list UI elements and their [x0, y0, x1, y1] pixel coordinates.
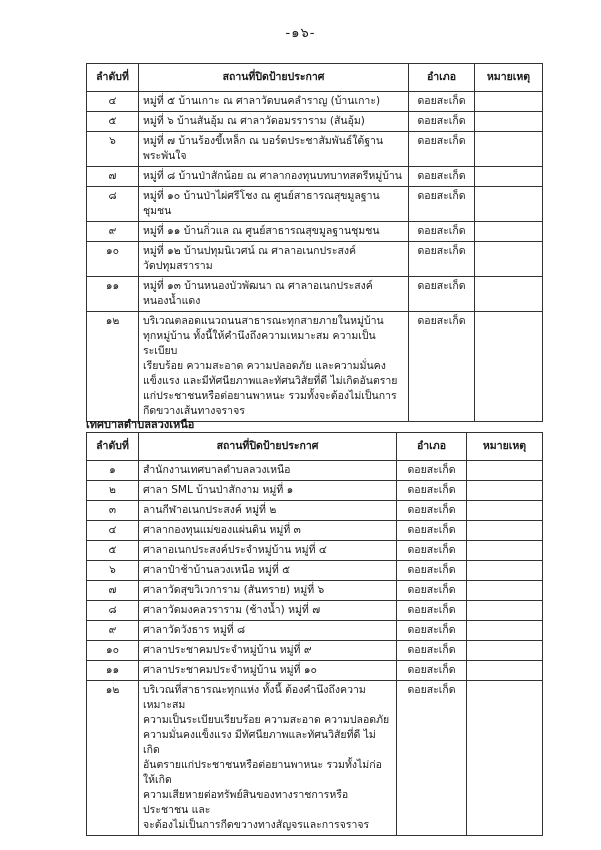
row-place: หมู่ที่ ๑๑ บ้านกิ่วแล ณ ศูนย์สาธารณสุขมูลฐานชุมชน — [139, 222, 409, 242]
row-district: ดอยสะเก็ด — [397, 681, 467, 836]
table-row — [87, 581, 543, 601]
row-district: ดอยสะเก็ด — [409, 312, 475, 422]
table-row — [87, 187, 543, 222]
table-row — [87, 641, 543, 661]
row-place: ลานกีฬาอเนกประสงค์ หมู่ที่ ๒ — [139, 501, 397, 521]
row-district: ดอยสะเก็ด — [409, 187, 475, 222]
row-place: หมู่ที่ ๘ บ้านป่าสักน้อย ณ ศาลากองทุนบทบาทสตรีหมู่บ้าน — [139, 167, 409, 187]
row-number: ๗ — [87, 581, 139, 601]
row-place: หมู่ที่ ๑๓ บ้านหนองบัวพัฒนา ณ ศาลาอเนกประสงค์ หนองน้ำแดง — [139, 277, 409, 312]
row-number: ๕ — [87, 112, 139, 132]
row-number: ๘ — [87, 601, 139, 621]
row-district: ดอยสะเก็ด — [397, 541, 467, 561]
row-remark — [475, 132, 543, 167]
row-remark — [475, 277, 543, 312]
row-district: ดอยสะเก็ด — [409, 277, 475, 312]
row-remark — [475, 242, 543, 277]
table-row — [87, 681, 543, 836]
header-place: สถานที่ปิดป้ายประกาศ — [139, 64, 409, 92]
row-place: ศาลาวัดวังธาร หมู่ที่ ๘ — [139, 621, 397, 641]
row-remark — [475, 222, 543, 242]
row-number: ๑๒ — [87, 681, 139, 836]
table-row — [87, 621, 543, 641]
row-remark — [467, 621, 543, 641]
row-place: ศาลา SML บ้านป่าสักงาม หมู่ที่ ๑ — [139, 481, 397, 501]
row-place: หมู่ที่ ๕ บ้านเกาะ ณ ศาลาวัดบนคลำราญ (บ้านเกาะ) — [139, 92, 409, 112]
table-header-row — [87, 64, 543, 92]
posting-locations-table-1 — [86, 63, 543, 422]
row-place: ศาลาวัดสุขวิเวการาม (สันทราย) หมู่ที่ ๖ — [139, 581, 397, 601]
row-number: ๑๐ — [87, 641, 139, 661]
row-number: ๓ — [87, 501, 139, 521]
row-place: ศาลากองทุนแม่ของแผ่นดิน หมู่ที่ ๓ — [139, 521, 397, 541]
row-number: ๔ — [87, 521, 139, 541]
row-remark — [467, 641, 543, 661]
table-row — [87, 541, 543, 561]
table-2-body — [87, 461, 543, 836]
section-title-luang-nuea: เทศบาลตำบลลวงเหนือ — [86, 418, 195, 431]
table-row — [87, 112, 543, 132]
row-place: ศาลาประชาคมประจำหมู่บ้าน หมู่ที่ ๑๐ — [139, 661, 397, 681]
row-number: ๙ — [87, 621, 139, 641]
row-place: หมู่ที่ ๖ บ้านสันอุ้ม ณ ศาลาวัดอมรราราม (สันอุ้ม) — [139, 112, 409, 132]
row-district: ดอยสะเก็ด — [409, 222, 475, 242]
row-district: ดอยสะเก็ด — [397, 641, 467, 661]
row-number: ๕ — [87, 541, 139, 561]
row-district: ดอยสะเก็ด — [397, 561, 467, 581]
row-remark — [467, 661, 543, 681]
table-row — [87, 561, 543, 581]
table-row — [87, 481, 543, 501]
table-1-body — [87, 92, 543, 422]
row-place: สำนักงานเทศบาลตำบลลวงเหนือ — [139, 461, 397, 481]
row-district: ดอยสะเก็ด — [397, 521, 467, 541]
row-district: ดอยสะเก็ด — [409, 167, 475, 187]
row-number: ๙ — [87, 222, 139, 242]
table-header-row — [87, 433, 543, 461]
row-district: ดอยสะเก็ด — [397, 661, 467, 681]
table-row — [87, 242, 543, 277]
row-remark — [467, 461, 543, 481]
row-district: ดอยสะเก็ด — [397, 581, 467, 601]
row-number: ๖ — [87, 132, 139, 167]
row-district: ดอยสะเก็ด — [409, 92, 475, 112]
row-place: ศาลาอเนกประสงค์ประจำหมู่บ้าน หมู่ที่ ๔ — [139, 541, 397, 561]
row-remark — [475, 167, 543, 187]
row-place: หมู่ที่ ๑๐ บ้านป่าไผ่ศรีโชง ณ ศูนย์สาธารณสุขมูลฐานชุมชน — [139, 187, 409, 222]
row-place: หมู่ที่ ๑๒ บ้านปทุมนิเวศน์ ณ ศาลาอเนกประสงค์ วัดปทุมสราราม — [139, 242, 409, 277]
row-district: ดอยสะเก็ด — [397, 461, 467, 481]
header-district: อำเภอ — [397, 433, 467, 461]
header-no: ลำดับที่ — [87, 64, 139, 92]
row-remark — [475, 312, 543, 422]
row-place: หมู่ที่ ๗ บ้านร้องขี้เหล็ก ณ บอร์ดประชาสัมพันธ์ใต้ฐาน พระพันใจ — [139, 132, 409, 167]
table-row — [87, 501, 543, 521]
table-row — [87, 277, 543, 312]
table-row — [87, 661, 543, 681]
row-number: ๗ — [87, 167, 139, 187]
table-row — [87, 601, 543, 621]
row-remark — [475, 92, 543, 112]
table-row — [87, 312, 543, 422]
row-place: บริเวณตลอดแนวถนนสาธารณะทุกสายภายในหมู่บ้าน ทุกหมู่บ้าน ทั้งนี้ให้คำนึงถึงความเหมาะสม ความเป็นระเบียบ เรียบร้อย ความสะอาด ความปลอดภัย และความมั่นคง แข็งแรง และมีทัศนียภาพและทัศนวิสัยที่ดี ไม่เกิดอันตราย แก่ประชาชนหรือต่อยานพาหนะ รวมทั้งจะต้องไม่เป็นการ กีดขวางเส้นทางจราจร — [139, 312, 409, 422]
row-place: บริเวณที่สาธารณะทุกแห่ง ทั้งนี้ ต้องคำนึงถึงความเหมาะสม ความเป็นระเบียบเรียบร้อย ความสะอาด ความปลอดภัย ความมั่นคงแข็งแรง มีทัศนียภาพและทัศนวิสัยที่ดี ไม่เกิด อันตรายแก่ประชาชนหรือต่อยานพาหนะ รวมทั้งไม่ก่อให้เกิด ความเสียหายต่อทรัพย์สินของทางราชการหรือประชาชน และ จะต้องไม่เป็นการกีดขวางทางสัญจรและการจราจร — [139, 681, 397, 836]
posting-locations-table-2 — [86, 432, 543, 836]
row-number: ๘ — [87, 187, 139, 222]
row-district: ดอยสะเก็ด — [409, 242, 475, 277]
row-remark — [467, 501, 543, 521]
row-number: ๑๐ — [87, 242, 139, 277]
header-place: สถานที่ปิดป้ายประกาศ — [139, 433, 397, 461]
row-remark — [467, 681, 543, 836]
row-remark — [467, 601, 543, 621]
table-row — [87, 132, 543, 167]
row-remark — [475, 112, 543, 132]
row-district: ดอยสะเก็ด — [397, 621, 467, 641]
row-district: ดอยสะเก็ด — [409, 112, 475, 132]
row-number: ๔ — [87, 92, 139, 112]
table-row — [87, 167, 543, 187]
row-remark — [467, 581, 543, 601]
table-row — [87, 92, 543, 112]
row-remark — [467, 521, 543, 541]
table-row — [87, 461, 543, 481]
row-district: ดอยสะเก็ด — [409, 132, 475, 167]
row-district: ดอยสะเก็ด — [397, 481, 467, 501]
table-row — [87, 222, 543, 242]
row-number: ๑ — [87, 461, 139, 481]
table-row — [87, 521, 543, 541]
page-number: -๑๖- — [285, 26, 316, 41]
row-district: ดอยสะเก็ด — [397, 501, 467, 521]
row-place: ศาลาประชาคมประจำหมู่บ้าน หมู่ที่ ๙ — [139, 641, 397, 661]
row-place: ศาลาป๋าช้าบ้านลวงเหนือ หมู่ที่ ๕ — [139, 561, 397, 581]
row-number: ๑๑ — [87, 277, 139, 312]
row-number: ๑๒ — [87, 312, 139, 422]
row-remark — [467, 561, 543, 581]
header-district: อำเภอ — [409, 64, 475, 92]
row-remark — [475, 187, 543, 222]
row-number: ๑๑ — [87, 661, 139, 681]
row-district: ดอยสะเก็ด — [397, 601, 467, 621]
header-remark: หมายเหตุ — [475, 64, 543, 92]
row-place: ศาลาวัดมงคลวราราม (ช้างน้ำ) หมู่ที่ ๗ — [139, 601, 397, 621]
header-remark: หมายเหตุ — [467, 433, 543, 461]
header-no: ลำดับที่ — [87, 433, 139, 461]
row-remark — [467, 541, 543, 561]
row-number: ๖ — [87, 561, 139, 581]
row-remark — [467, 481, 543, 501]
row-number: ๒ — [87, 481, 139, 501]
